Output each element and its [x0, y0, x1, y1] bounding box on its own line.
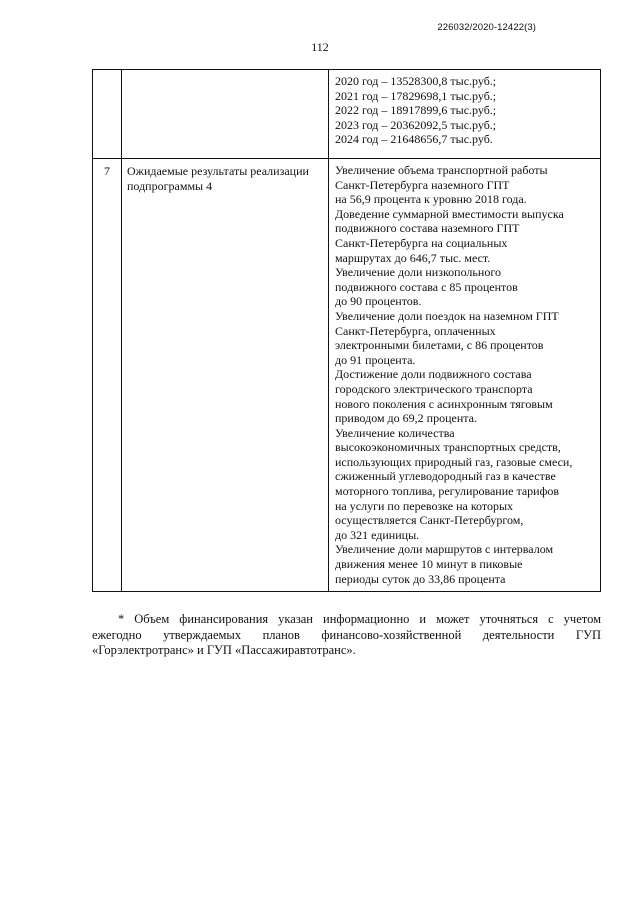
row-value-cell	[329, 70, 601, 159]
result-line: Санкт-Петербурга, оплаченных	[335, 323, 496, 338]
funding-by-year	[335, 70, 600, 147]
expected-results	[335, 159, 600, 586]
result-line: на 56,9 процента к уровню 2018 года.	[335, 192, 527, 207]
result-line: осуществляется Санкт-Петербургом,	[335, 513, 524, 528]
result-line: Доведение суммарной вместимости выпуска	[335, 206, 564, 221]
table-row	[93, 70, 601, 159]
result-line: до 90 процентов.	[335, 294, 422, 309]
footnote-line: * Объем финансирования указан информационно и может уточняться с учетом	[118, 612, 601, 626]
result-line: Санкт-Петербурга на социальных	[335, 235, 508, 250]
row-label: Ожидаемые результаты реализации подпрограммы 4	[127, 164, 309, 193]
result-line: периоды суток до 33,86 процента	[335, 571, 506, 586]
result-line: маршрутах до 646,7 тыс. мест.	[335, 250, 491, 265]
result-line: использующих природный газ, газовые смеси,	[335, 454, 573, 469]
funding-line: 2021 год – 17829698,1 тыс.руб.;	[335, 88, 497, 103]
result-line: Увеличение доли низкопольного	[335, 265, 501, 280]
result-line: Увеличение доли маршрутов с интервалом	[335, 542, 554, 557]
result-line: на услуги по перевозке на которых	[335, 498, 514, 513]
result-line: моторного топлива, регулирование тарифов	[335, 484, 560, 499]
funding-line: 2020 год – 13528300,8 тыс.руб.;	[335, 74, 497, 88]
funding-line: 2024 год – 21648656,7 тыс.руб.	[335, 132, 493, 147]
row-number-cell	[93, 70, 122, 159]
result-line: Достижение доли подвижного состава	[335, 367, 532, 382]
funding-line: 2022 год – 18917899,6 тыс.руб.;	[335, 103, 497, 118]
result-line: высокоэкономичных транспортных средств,	[335, 440, 561, 455]
result-line: Увеличение количества	[335, 425, 455, 440]
result-line: приводом до 69,2 процента.	[335, 411, 477, 426]
row-label-cell	[122, 159, 329, 592]
row-label-cell	[122, 70, 329, 159]
program-table	[92, 69, 601, 592]
footnote-line: ежегодно утверждаемых планов финансово-хозяйственной деятельности ГУП	[92, 627, 601, 642]
result-line: городского электрического транспорта	[335, 381, 533, 396]
funding-line: 2023 год – 20362092,5 тыс.руб.;	[335, 117, 497, 132]
page-number: 112	[311, 40, 329, 54]
row-number: 7	[104, 164, 110, 178]
result-line: Санкт-Петербурга наземного ГПТ	[335, 177, 510, 192]
result-line: движения менее 10 минут в пиковые	[335, 557, 523, 572]
table-row	[93, 159, 601, 592]
row-label	[122, 70, 328, 75]
result-line: подвижного состава с 85 процентов	[335, 279, 518, 294]
row-value-cell	[329, 159, 601, 592]
result-line: до 91 процента.	[335, 352, 416, 367]
result-line: нового поколения с асинхронным тяговым	[335, 396, 553, 411]
footnote-line: «Горэлектротранс» и ГУП «Пассажиравтотранс».	[92, 643, 356, 657]
result-line: Увеличение доли поездок на наземном ГПТ	[335, 308, 559, 323]
result-line: до 321 единицы.	[335, 527, 420, 542]
result-line: Увеличение объема транспортной работы	[335, 163, 548, 177]
result-line: электронными билетами, с 86 процентов	[335, 338, 544, 353]
document-number: 226032/2020-12422(3)	[437, 22, 536, 33]
result-line: сжиженный углеводородный газ в качестве	[335, 469, 556, 484]
row-number-cell	[93, 159, 122, 592]
result-line: подвижного состава наземного ГПТ	[335, 221, 520, 236]
row-number	[93, 70, 121, 75]
footnote	[92, 612, 601, 659]
